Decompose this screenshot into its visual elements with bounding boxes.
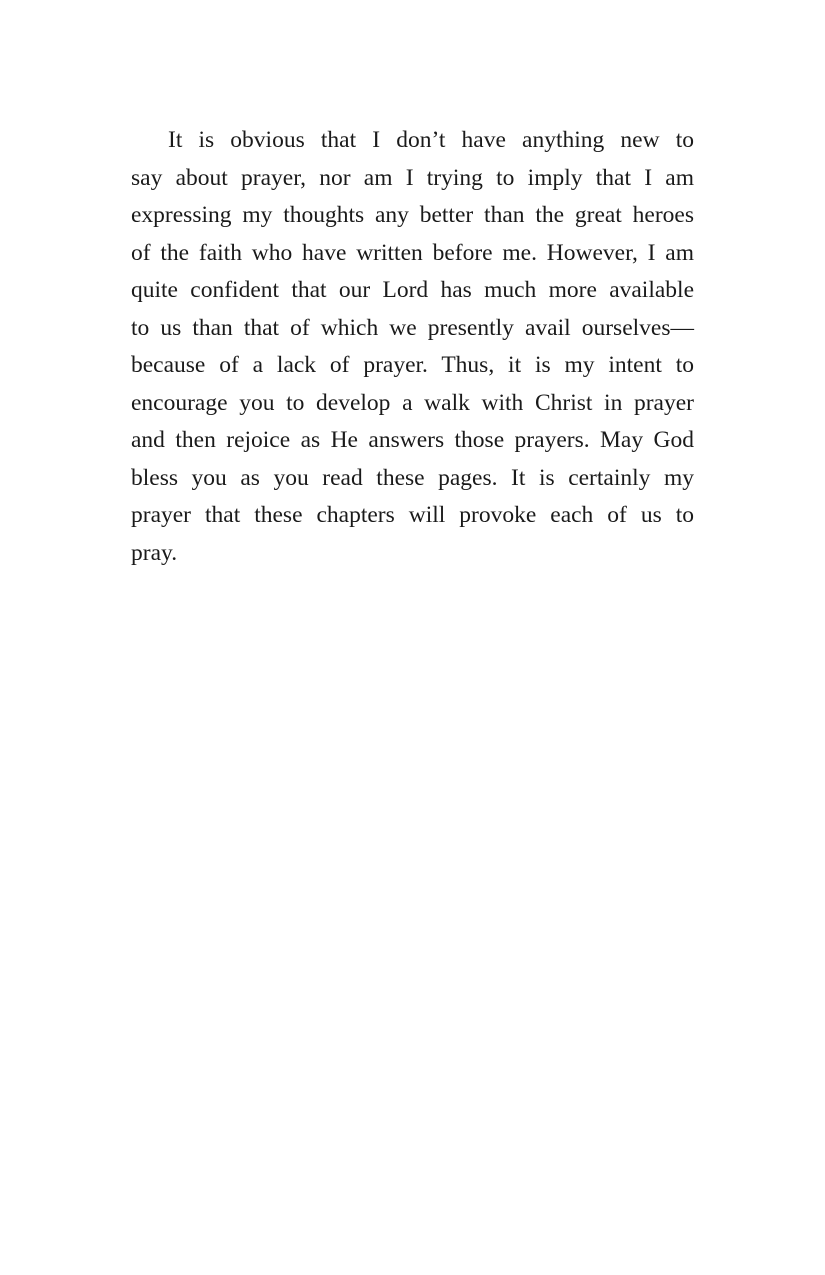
paragraph-line: bless you as you read these pages. It is certainly my: [131, 464, 694, 491]
paragraph-line: say about prayer, nor am I trying to imply that I am: [131, 164, 694, 191]
paragraph-line: to us than that of which we presently avail ourselves—: [131, 314, 694, 341]
paragraph-line: encourage you to develop a walk with Christ in prayer: [131, 389, 694, 416]
paragraph-line: pray.: [131, 539, 178, 566]
paragraph-line: of the faith who have written before me. However, I am: [131, 239, 694, 266]
body-paragraph: [131, 122, 694, 572]
paragraph-line: expressing my thoughts any better than the great heroes: [131, 202, 694, 228]
paragraph-line: quite confident that our Lord has much more available: [131, 277, 694, 303]
paragraph-line: and then rejoice as He answers those prayers. May God: [131, 427, 694, 453]
paragraph-line: It is obvious that I don’t have anything new to: [168, 127, 694, 153]
paragraph-line: prayer that these chapters will provoke each of us to: [131, 502, 694, 528]
paragraph-line: because of a lack of prayer. Thus, it is my intent to: [131, 352, 694, 378]
